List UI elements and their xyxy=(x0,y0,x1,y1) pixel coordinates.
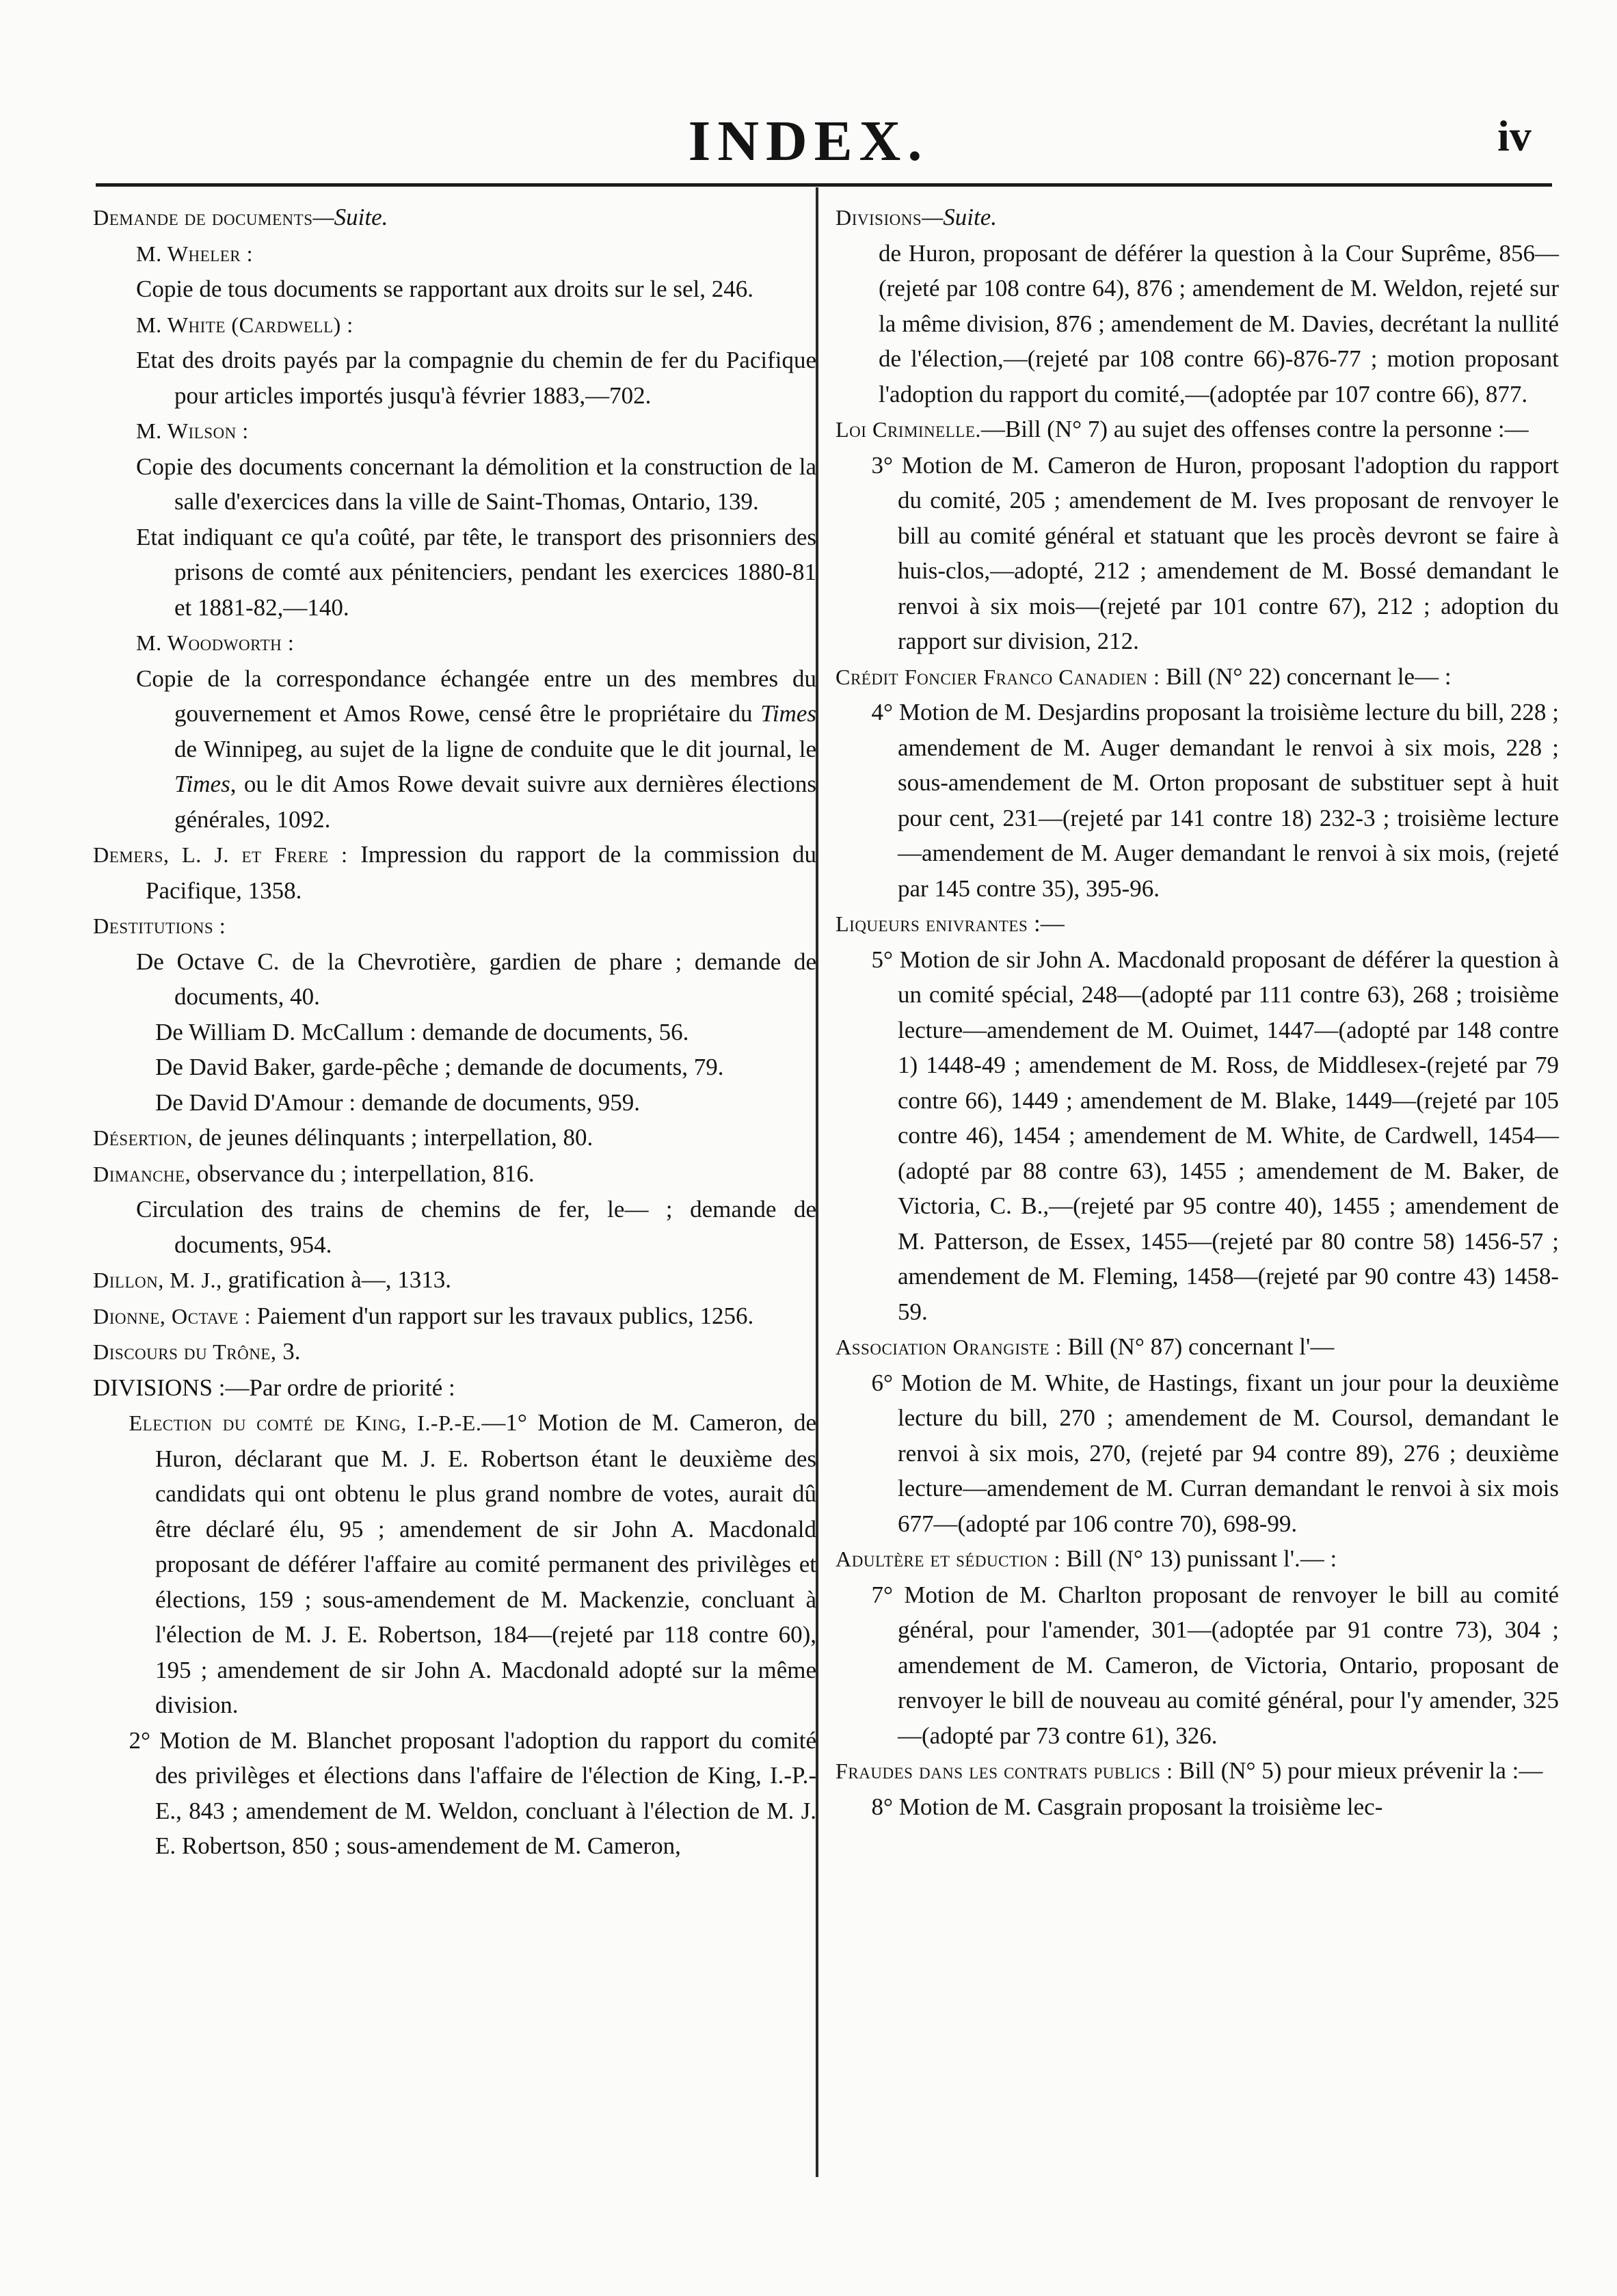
entry-text: , ou le dit Amos Rowe devait suivre aux dernières élections générales, 1092. xyxy=(174,771,816,833)
entry-text: Paiement d'un rapport sur les travaux publics, 1256. xyxy=(250,1302,754,1329)
division-entry: 7° Motion de M. Charlton proposant de renvoyer le bill au comité général, pour l'amender, 301—(adoptée par 91 contre 73), 304 ; amendement de M. Cameron, de Victoria, Ontario, proposant de renvoyer le bill de nouveau au comité général, pour l'y amender, 325—(adopté par 73 contre 61), 326. xyxy=(871,1581,1559,1749)
index-heading xyxy=(93,1298,816,1335)
index-entry: De Octave C. de la Chevrotière, gardien de phare ; demande de documents, 40. xyxy=(136,948,816,1010)
entry-text: Bill (N° 87) concernant l'— xyxy=(1061,1333,1335,1360)
heading-label: Discours du Trône, xyxy=(93,1339,277,1364)
heading-label: Crédit Foncier Franco Canadien : xyxy=(836,664,1160,689)
index-entry xyxy=(93,661,816,838)
heading-label: Association Orangiste : xyxy=(836,1335,1062,1359)
entry-text: Copie de la correspondance échangée entre un des membres du gouvernement et Amos Rowe, censé être le propriétaire du xyxy=(136,665,816,727)
left-column xyxy=(93,200,816,1864)
heading-label: Adultère et séduction : xyxy=(836,1547,1060,1571)
member-name xyxy=(93,625,816,661)
index-heading xyxy=(836,1541,1559,1577)
entry-text: —Bill (N° 7) au sujet des offenses contre la personne :— xyxy=(980,416,1529,442)
index-heading xyxy=(836,906,1559,942)
member-name xyxy=(93,413,816,449)
entry-text: Bill (N° 5) pour mieux prévenir la :— xyxy=(1173,1757,1543,1784)
entry-text: —1° Motion de M. Cameron, de Huron, déclarant que M. J. E. Robertson étant le deuxième des candidats qui ont obtenu le plus grand nombre de votes, aurait dû être déclaré élu, 95 ; amendement de sir John A. Macdonald proposant de déférer l'affaire au comité permanent des privilèges et élections, 159 ; sous-amendement de M. Mackenzie, concluant à l'élection de M. J. E. Robertson, 184—(rejeté par 118 contre 60), 195 ; amendement de sir John A. Macdonald adopté sur la même division. xyxy=(155,1409,816,1718)
index-heading xyxy=(836,412,1559,448)
division-entry: 5° Motion de sir John A. Macdonald proposant de déférer la question à un comité spécial, 248—(adopté par 111 contre 63), 268 ; troisième lecture—amendement de M. Ouimet, 1447—(adopté par 148 contre 1) 1448-49 ; amendement de M. Ross, de Middlesex-(rejeté par 79 contre 66), 1449 ; amendement de M. Blake, 1449—(rejeté par 105 contre 46), 1454 ; amendement de M. White, de Cardwell, 1454—(adopté par 88 contre 63), 1455 ; amendement de M. Baker, de Victoria, C. B.,—(rejeté par 95 contre 40), 1455 ; amendement de M. Patterson, de Essex, 1455—(rejeté par 80 contre 58) 1456-57 ; amendement de M. Fleming, 1458—(rejeté par 90 contre 43) 1458-59. xyxy=(871,946,1559,1325)
index-heading xyxy=(836,1329,1559,1365)
index-heading xyxy=(93,837,816,908)
index-heading xyxy=(93,1262,816,1298)
header-rule xyxy=(96,183,1552,187)
member-woodworth: M. Woodworth : xyxy=(136,630,295,655)
index-entry: Circulation des trains de chemins de fer, le— ; demande de documents, 954. xyxy=(136,1196,816,1258)
index-heading xyxy=(93,1334,816,1370)
entry-text: observance du ; interpellation, 816. xyxy=(191,1160,535,1187)
heading-label: Destitutions : xyxy=(93,913,226,938)
heading-label: Dillon, M. J., xyxy=(93,1268,222,1292)
division-entry: 8° Motion de M. Casgrain proposant la troisième lec- xyxy=(871,1793,1383,1820)
suite-label: —Suite. xyxy=(312,204,388,230)
continued-heading xyxy=(93,200,816,236)
index-entry: De David Baker, garde-pêche ; demande de documents, 79. xyxy=(155,1054,724,1080)
heading-label: Loi Criminelle. xyxy=(836,417,981,442)
heading-label: Liqueurs enivrantes xyxy=(836,911,1028,936)
index-heading xyxy=(93,1156,816,1192)
division-entry: 2° Motion de M. Blanchet proposant l'adoption du rapport du comité des privilèges et élections dans l'affaire de l'élection de King, I.-P.-E., 843 ; amendement de M. Weldon, concluant à l'élection de M. J. E. Robertson, 850 ; sous-amendement de M. Cameron, xyxy=(129,1726,816,1859)
entry-text: Bill (N° 13) punissant l'.— : xyxy=(1060,1545,1337,1572)
index-entry: De David D'Amour : demande de documents, 959. xyxy=(155,1089,641,1116)
page-title: INDEX. xyxy=(688,109,929,173)
member-white: M. White (Cardwell) : xyxy=(136,312,353,337)
suite-label: —Suite. xyxy=(922,204,997,230)
index-heading xyxy=(93,908,816,944)
division-entry: de Huron, proposant de déférer la question à la Cour Suprême, 856—(rejeté par 108 contre 64), 876 ; amendement de M. Weldon, rejeté sur la même division, 876 ; amendement de M. Davies, decrétant la nullité de l'élection,—(rejeté par 108 contre 66)-876-77 ; motion proposant l'adoption du rapport du comité,—(adoptée par 107 contre 66), 877. xyxy=(879,239,1559,408)
page-number: iv xyxy=(1497,111,1532,160)
member-name xyxy=(93,236,816,272)
newspaper-name: Times xyxy=(760,700,816,727)
index-entry: Etat des droits payés par la compagnie du chemin de fer du Pacifique pour articles importés jusqu'à février 1883,—702. xyxy=(136,347,816,409)
entry-text: gratification à—, 1313. xyxy=(222,1266,451,1293)
member-wheler: M. Wheler : xyxy=(136,241,254,266)
index-entry: De William D. McCallum : demande de documents, 56. xyxy=(155,1018,689,1045)
newspaper-name: Times xyxy=(174,771,230,797)
index-heading xyxy=(93,1120,816,1156)
entry-text: 3. xyxy=(276,1338,301,1365)
index-entry: Copie des documents concernant la démolition et la construction de la salle d'exercices dans la ville de Saint-Thomas, Ontario, 139. xyxy=(136,453,816,515)
heading-label: Dionne, Octave : xyxy=(93,1303,251,1329)
index-heading xyxy=(836,1753,1559,1789)
continued-heading xyxy=(836,200,1559,236)
member-wilson: M. Wilson : xyxy=(136,418,249,443)
entry-text: :— xyxy=(1028,910,1065,937)
division-entry: 3° Motion de M. Cameron de Huron, proposant l'adoption du rapport du comité, 205 ; amendement de M. Ives proposant de renvoyer le bill au comité général et statuant que les procès devront se faire à huis-clos,—adopté, 212 ; amendement de M. Bossé demandant le renvoi à six mois—(rejeté par 101 contre 67), 212 ; adoption du rapport sur division, 212. xyxy=(871,451,1559,654)
division-entry xyxy=(93,1405,816,1723)
heading-label: Divisions xyxy=(836,205,922,230)
division-entry: 6° Motion de M. White, de Hastings, fixant un jour pour la deuxième lecture du bill, 270 ; amendement de M. Coursol, demandant le renvoi à six mois, 270, (rejeté par 94 contre 89), 276 ; deuxième lecture—amendement de M. Curran demandant le renvoi à six mois 677—(adopté par 106 contre 70), 698-99. xyxy=(871,1369,1559,1537)
index-heading xyxy=(836,659,1559,695)
divisions-heading: DIVISIONS :—Par ordre de priorité : xyxy=(93,1374,455,1401)
heading-label: Dimanche, xyxy=(93,1161,191,1186)
index-entry: Copie de tous documents se rapportant aux droits sur le sel, 246. xyxy=(136,276,754,302)
member-name xyxy=(93,307,816,343)
heading-label: Election du comté de King, I.-P.-E. xyxy=(129,1411,482,1435)
entry-text: de jeunes délinquants ; interpellation, 80. xyxy=(193,1124,593,1151)
heading-label: Désertion, xyxy=(93,1125,193,1150)
index-entry: Etat indiquant ce qu'a coûté, par tête, le transport des prisonniers des prisons de comté aux pénitenciers, pendant les exercices 1880-81 et 1881-82,—140. xyxy=(136,523,816,621)
entry-text: de Winnipeg, au sujet de la ligne de conduite que le dit journal, le xyxy=(174,735,816,762)
entry-text: Impression du rapport de la commission du Pacifique, 1358. xyxy=(146,841,816,904)
division-entry: 4° Motion de M. Desjardins proposant la troisième lecture du bill, 228 ; amendement de M. Auger demandant le renvoi à six mois, 228 ; sous-amendement de M. Orton proposant de substituer sept à huit pour cent, 231—(rejeté par 141 contre 18) 232-3 ; troisième lecture—amendement de M. Auger demandant le renvoi à six mois, (rejeté par 145 contre 35), 395-96. xyxy=(871,699,1559,902)
entry-text: Bill (N° 22) concernant le— : xyxy=(1160,663,1452,690)
heading-label: Demers, L. J. et Frere : xyxy=(93,842,348,867)
heading-label: Fraudes dans les contrats publics : xyxy=(836,1759,1173,1783)
right-column xyxy=(836,200,1559,1824)
heading-label: Demande de documents xyxy=(93,205,313,230)
